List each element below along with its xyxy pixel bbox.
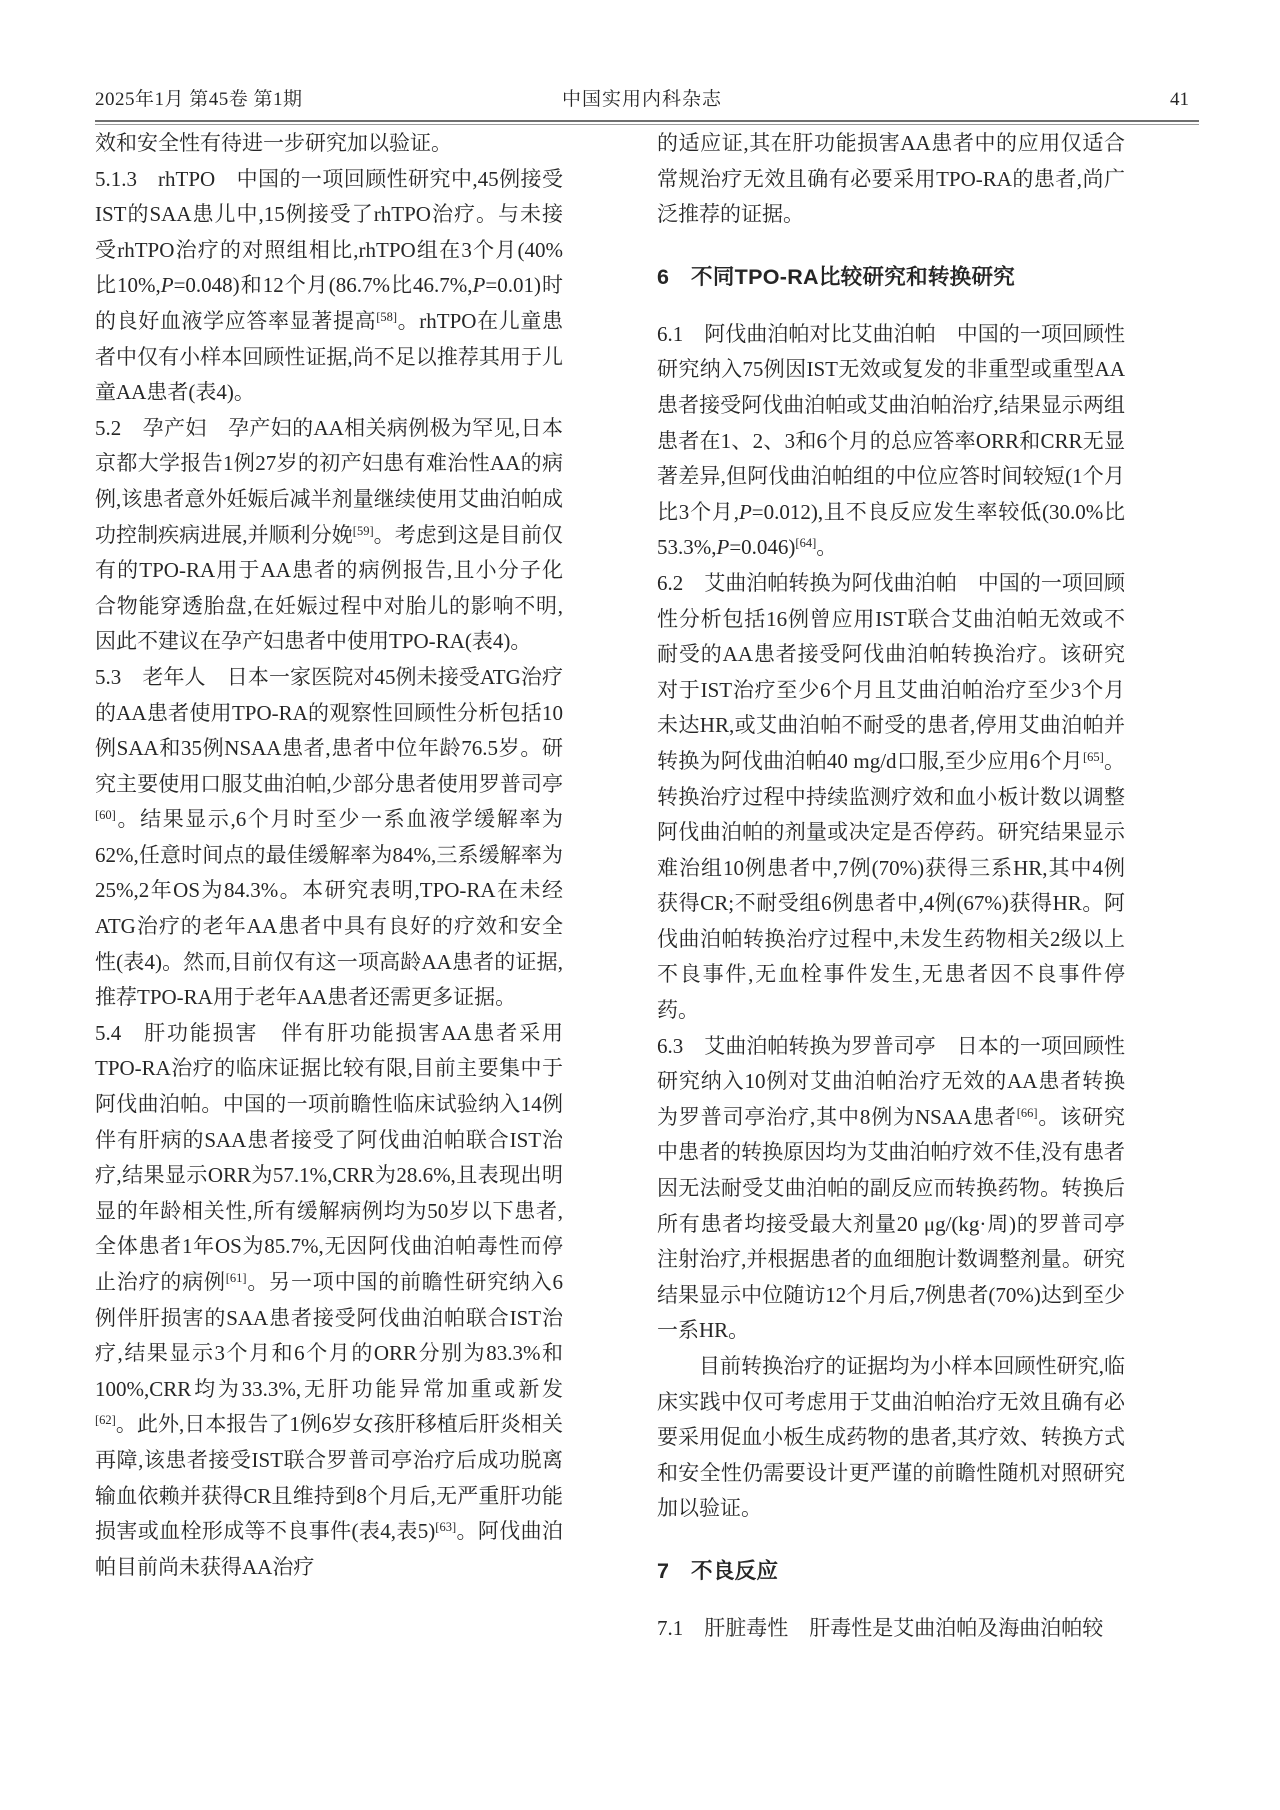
header-journal-title: 中国实用内科杂志 — [561, 89, 722, 110]
reference-superscript: [62] — [95, 1413, 116, 1428]
right-column — [657, 126, 1125, 1647]
paragraph: 效和安全性有待进一步研究加以验证。 — [95, 131, 452, 155]
reference-superscript: [60] — [95, 808, 116, 823]
left-column — [95, 126, 563, 1647]
reference-superscript: [63] — [435, 1520, 457, 1535]
reference-superscript: [64] — [795, 536, 817, 551]
section-heading: 7 不良反应 — [657, 1558, 779, 1583]
reference-superscript: [61] — [225, 1271, 247, 1285]
header-rule — [95, 120, 1199, 125]
reference-superscript: [65] — [1082, 749, 1104, 764]
paragraph: 6.3 艾曲泊帕转换为罗普司亭 日本的一项回顾性研究纳入10例对艾曲泊帕治疗无效的AA患者转换为罗普司亭治疗,其中8例为NSAA患者[66]。该研究中患者的转换原因均为艾曲泊帕疗效不佳,没有患者因无法耐受艾曲泊帕的副反应而转换药物。转换后所有患者均接受最大剂量20 μg/(kg·周)的罗普司亭注射治疗,并根据患者的血细胞计数调整剂量。研究结果显示中位随访12个月后,7例患者(70%)达到至少一系HR。 — [657, 1033, 1125, 1343]
paragraph: 5.3 老年人 日本一家医院对45例未接受ATG治疗的AA患者使用TPO-RA的观察性回顾性分析包括10例SAA和35例NSAA患者,患者中位年龄76.5岁。研究主要使用口服艾曲泊帕,少部分患者使用罗普司亭[60]。结果显示,6个月时至少一系血液学缓解率为62%,任意时间点的最佳缓解率为84%,三系缓解率为25%,2年OS为84.3%。本研究表明,TPO-RA在未经ATG治疗的老年AA患者中具有良好的疗效和安全性(表4)。然而,目前仅有这一项高龄AA患者的证据,推荐TPO-RA用于老年AA患者还需更多证据。 — [95, 664, 563, 1010]
header-page-number: 41 — [1169, 89, 1189, 110]
paragraph: 6.2 艾曲泊帕转换为阿伐曲泊帕 中国的一项回顾性分析包括16例曾应用IST联合艾曲泊帕无效或不耐受的AA患者接受阿伐曲泊帕转换治疗。该研究对于IST治疗至少6个月且艾曲泊帕治疗至少3个月未达HR,或艾曲泊帕不耐受的患者,停用艾曲泊帕并转换为阿伐曲泊帕40 mg/d口服,至少应用6个月[65]。转换治疗过程中持续监测疗效和血小板计数以调整阿伐曲泊帕的剂量或决定是否停药。研究结果显示难治组10例患者中,7例(70%)获得三系HR,其中4例获得CR;不耐受组6例患者中,4例(67%)获得HR。阿伐曲泊帕转换治疗过程中,未发生药物相关2级以上不良事件,无血栓事件发生,无患者因不良事件停药。 — [657, 570, 1126, 1023]
section-heading: 6 不同TPO-RA比较研究和转换研究 — [657, 264, 1016, 289]
header-issue-info: 2025年1月 第45卷 第1期 — [95, 89, 303, 110]
reference-superscript: [58] — [376, 309, 398, 324]
paragraph: 5.4 肝功能损害 伴有肝功能损害AA患者采用TPO-RA治疗的临床证据比较有限,目前主要集中于阿伐曲泊帕。中国的一项前瞻性临床试验纳入14例伴有肝病的SAA患者接受了阿伐曲泊帕联合IST治疗,结果显示ORR为57.1%,CRR为28.6%,且表现出明显的年龄相关性,所有缓解病例均为50岁以下患者,全体患者1年OS为85.7%,无因阿伐曲泊帕毒性而停止治疗的病例[61]。另一项中国的前瞻性研究纳入6例伴肝损害的SAA患者接受阿伐曲泊帕联合IST治疗,结果显示3个月和6个月的ORR分别为83.3%和100%,CRR均为33.3%,无肝功能异常加重或新发[62]。此外,日本报告了1例6岁女孩肝移植后肝炎相关再障,该患者接受IST联合罗普司亭治疗后成功脱离输血依赖并获得CR且维持到8个月后,无严重肝功能损害或血栓形成等不良事件(表4,表5)[63]。阿伐曲泊帕目前尚未获得AA治疗 — [95, 1020, 564, 1579]
page-header — [95, 84, 1195, 111]
paragraph: 5.2 孕产妇 孕产妇的AA相关病例极为罕见,日本京都大学报告1例27岁的初产妇患有难治性AA的病例,该患者意外妊娠后减半剂量继续使用艾曲泊帕成功控制疾病进展,并顺利分娩[59]。考虑到这是目前仅有的TPO-RA用于AA患者的病例报告,且小分子化合物能穿透胎盘,在妊娠过程中对胎儿的影响不明,因此不建议在孕产妇患者中使用TPO-RA(表4)。 — [95, 415, 564, 654]
paragraph: 7.1 肝脏毒性 肝毒性是艾曲泊帕及海曲泊帕较 — [657, 1615, 1104, 1640]
paragraph: 的适应证,其在肝功能损害AA患者中的应用仅适合常规治疗无效且确有必要采用TPO-RA的患者,尚广泛推荐的证据。 — [657, 131, 1125, 227]
paragraph: 5.1.3 rhTPO 中国的一项回顾性研究中,45例接受IST的SAA患儿中,15例接受了rhTPO治疗。与未接受rhTPO治疗的对照组相比,rhTPO组在3个月(40%比10%,P=0.048)和12个月(86.7%比46.7%,P=0.01)时的良好血液学应答率显著提高[58]。rhTPO在儿童患者中仅有小样本回顾性证据,尚不足以推荐其用于儿童AA患者(表4)。 — [95, 166, 564, 405]
reference-superscript: [59] — [352, 523, 374, 538]
paragraph: 目前转换治疗的证据均为小样本回顾性研究,临床实践中仅可考虑用于艾曲泊帕治疗无效且确有必要采用促血小板生成药物的患者,其疗效、转换方式和安全性仍需要设计更严谨的前瞻性随机对照研究加以验证。 — [657, 1354, 1125, 1521]
reference-superscript: [66] — [1016, 1105, 1038, 1120]
article-columns — [95, 126, 1216, 1647]
paragraph: 6.1 阿伐曲泊帕对比艾曲泊帕 中国的一项回顾性研究纳入75例因IST无效或复发的非重型或重型AA患者接受阿伐曲泊帕或艾曲泊帕治疗,结果显示两组患者在1、2、3和6个月的总应答率ORR和CRR无显著差异,但阿伐曲泊帕组的中位应答时间较短(1个月比3个月,P=0.012),且不良反应发生率较低(30.0%比53.3%,P=0.046)[64]。 — [657, 321, 1126, 560]
